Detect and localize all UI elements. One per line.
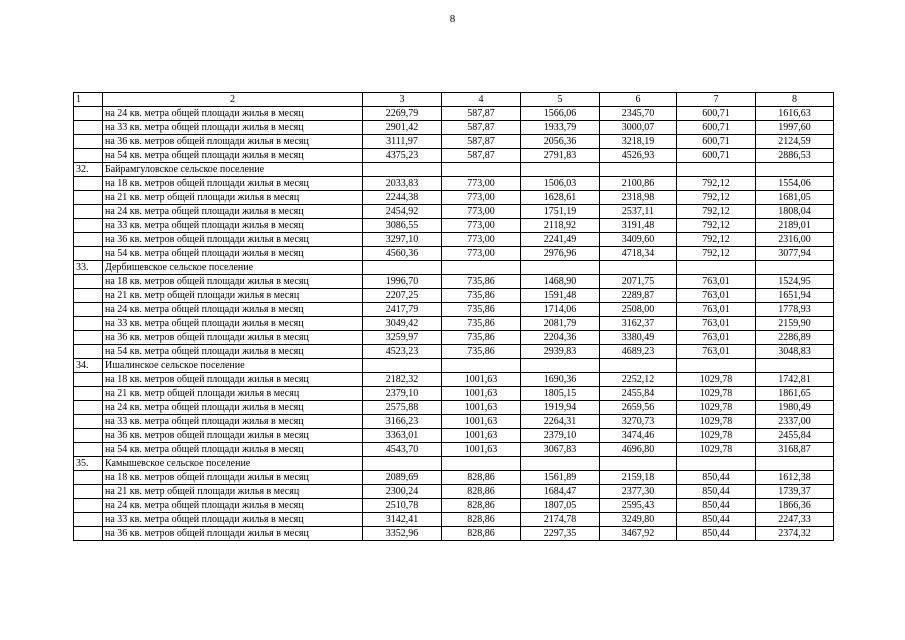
value-cell: 2207,25: [363, 289, 442, 303]
value-cell: 2791,83: [521, 149, 600, 163]
value-cell: 587,87: [442, 149, 521, 163]
header-cell: 1: [74, 93, 103, 107]
value-cell: 3000,07: [600, 121, 677, 135]
value-cell: 2118,92: [521, 219, 600, 233]
norm-description-cell: на 18 кв. метров общей площади жилья в месяц: [103, 373, 363, 387]
value-cell: 1980,49: [756, 401, 834, 415]
value-cell: 3142,41: [363, 513, 442, 527]
value-cell: 4543,70: [363, 443, 442, 457]
value-cell: [442, 163, 521, 177]
value-cell: 828,86: [442, 513, 521, 527]
norm-description-cell: на 54 кв. метра общей площади жилья в месяц: [103, 443, 363, 457]
value-cell: 1690,36: [521, 373, 600, 387]
value-cell: [521, 261, 600, 275]
value-cell: 2247,33: [756, 513, 834, 527]
value-cell: 1001,63: [442, 443, 521, 457]
value-cell: 2241,49: [521, 233, 600, 247]
value-cell: 2244,38: [363, 191, 442, 205]
value-cell: [363, 163, 442, 177]
norm-description-cell: на 54 кв. метра общей площади жилья в месяц: [103, 247, 363, 261]
value-cell: 2056,36: [521, 135, 600, 149]
norm-description-cell: на 36 кв. метров общей площади жилья в месяц: [103, 331, 363, 345]
value-cell: 1561,89: [521, 471, 600, 485]
value-cell: 2537,11: [600, 205, 677, 219]
header-cell: 2: [103, 93, 363, 107]
value-cell: 735,86: [442, 289, 521, 303]
value-cell: 3218,19: [600, 135, 677, 149]
value-cell: 3259,97: [363, 331, 442, 345]
value-cell: 792,12: [677, 219, 756, 233]
value-cell: 1029,78: [677, 387, 756, 401]
norm-description-cell: на 36 кв. метров общей площади жилья в месяц: [103, 527, 363, 541]
value-cell: 1628,61: [521, 191, 600, 205]
value-cell: 3168,87: [756, 443, 834, 457]
value-cell: 2901,42: [363, 121, 442, 135]
value-cell: 3270,73: [600, 415, 677, 429]
norm-description-cell: на 36 кв. метров общей площади жилья в месяц: [103, 233, 363, 247]
value-cell: 763,01: [677, 303, 756, 317]
table-row: [74, 485, 834, 499]
header-cell: 4: [442, 93, 521, 107]
table-row: [74, 303, 834, 317]
value-cell: 3352,96: [363, 527, 442, 541]
value-cell: 773,00: [442, 177, 521, 191]
value-cell: 735,86: [442, 345, 521, 359]
value-cell: [756, 359, 834, 373]
table-row: [74, 289, 834, 303]
norm-description-cell: на 33 кв. метра общей площади жилья в месяц: [103, 317, 363, 331]
value-cell: 1001,63: [442, 387, 521, 401]
row-number-cell: [74, 191, 103, 205]
value-cell: 1029,78: [677, 429, 756, 443]
value-cell: 763,01: [677, 345, 756, 359]
value-cell: 792,12: [677, 233, 756, 247]
value-cell: 1468,90: [521, 275, 600, 289]
row-number-cell: [74, 387, 103, 401]
value-cell: 600,71: [677, 149, 756, 163]
norm-description-cell: на 21 кв. метр общей площади жилья в месяц: [103, 485, 363, 499]
value-cell: 763,01: [677, 289, 756, 303]
table-row: [74, 247, 834, 261]
norm-description-cell: на 21 кв. метр общей площади жилья в месяц: [103, 289, 363, 303]
value-cell: 773,00: [442, 219, 521, 233]
value-cell: [677, 457, 756, 471]
value-cell: 2316,00: [756, 233, 834, 247]
value-cell: 792,12: [677, 177, 756, 191]
row-number-cell: [74, 401, 103, 415]
value-cell: 1807,05: [521, 499, 600, 513]
value-cell: 1778,93: [756, 303, 834, 317]
row-number-cell: [74, 317, 103, 331]
value-cell: 587,87: [442, 107, 521, 121]
row-number-cell: [74, 485, 103, 499]
row-number-cell: [74, 429, 103, 443]
value-cell: [363, 457, 442, 471]
value-cell: 1001,63: [442, 415, 521, 429]
table-row: [74, 331, 834, 345]
value-cell: 792,12: [677, 247, 756, 261]
table-row: [74, 373, 834, 387]
value-cell: 2252,12: [600, 373, 677, 387]
value-cell: 600,71: [677, 107, 756, 121]
value-cell: 1742,81: [756, 373, 834, 387]
value-cell: 2374,32: [756, 527, 834, 541]
row-number-cell: [74, 373, 103, 387]
value-cell: 2081,79: [521, 317, 600, 331]
value-cell: 4696,80: [600, 443, 677, 457]
value-cell: 1805,15: [521, 387, 600, 401]
value-cell: 1001,63: [442, 373, 521, 387]
section-row: [74, 261, 834, 275]
table-row: [74, 415, 834, 429]
value-cell: 1554,06: [756, 177, 834, 191]
value-cell: 587,87: [442, 121, 521, 135]
value-cell: [521, 457, 600, 471]
table-row: [74, 401, 834, 415]
norm-description-cell: на 21 кв. метр общей площади жилья в месяц: [103, 387, 363, 401]
value-cell: 2345,70: [600, 107, 677, 121]
value-cell: 735,86: [442, 303, 521, 317]
value-cell: 828,86: [442, 471, 521, 485]
value-cell: 2508,00: [600, 303, 677, 317]
value-cell: 1684,47: [521, 485, 600, 499]
row-number-cell: [74, 345, 103, 359]
value-cell: 2417,79: [363, 303, 442, 317]
value-cell: 763,01: [677, 331, 756, 345]
value-cell: 850,44: [677, 485, 756, 499]
row-number-cell: [74, 513, 103, 527]
value-cell: 3297,10: [363, 233, 442, 247]
value-cell: 2289,87: [600, 289, 677, 303]
table-row: [74, 429, 834, 443]
value-cell: 2286,89: [756, 331, 834, 345]
table-row: [74, 513, 834, 527]
value-cell: 1651,94: [756, 289, 834, 303]
norm-description-cell: на 33 кв. метра общей площади жилья в месяц: [103, 219, 363, 233]
table-row: [74, 387, 834, 401]
value-cell: 2033,83: [363, 177, 442, 191]
value-cell: 1808,04: [756, 205, 834, 219]
norm-description-cell: на 33 кв. метра общей площади жилья в месяц: [103, 415, 363, 429]
value-cell: 600,71: [677, 135, 756, 149]
value-cell: 850,44: [677, 527, 756, 541]
value-cell: 1029,78: [677, 443, 756, 457]
value-cell: 2659,56: [600, 401, 677, 415]
table-row: [74, 219, 834, 233]
value-cell: 2510,78: [363, 499, 442, 513]
value-cell: 1524,95: [756, 275, 834, 289]
value-cell: 4718,34: [600, 247, 677, 261]
value-cell: 587,87: [442, 135, 521, 149]
value-cell: 3067,83: [521, 443, 600, 457]
value-cell: 1001,63: [442, 429, 521, 443]
table-row: [74, 121, 834, 135]
value-cell: 1714,06: [521, 303, 600, 317]
norm-description-cell: на 18 кв. метров общей площади жилья в месяц: [103, 275, 363, 289]
value-cell: [600, 163, 677, 177]
value-cell: 1612,38: [756, 471, 834, 485]
row-number-cell: [74, 135, 103, 149]
value-cell: [600, 457, 677, 471]
value-cell: [442, 359, 521, 373]
value-cell: [363, 359, 442, 373]
row-number-cell: [74, 499, 103, 513]
table-row: [74, 135, 834, 149]
row-number-cell: [74, 149, 103, 163]
value-cell: 2939,83: [521, 345, 600, 359]
value-cell: 3166,23: [363, 415, 442, 429]
value-cell: 3048,83: [756, 345, 834, 359]
table-row: [74, 345, 834, 359]
value-cell: 792,12: [677, 191, 756, 205]
value-cell: 4689,23: [600, 345, 677, 359]
table-row: [74, 107, 834, 121]
value-cell: 2071,75: [600, 275, 677, 289]
value-cell: 4523,23: [363, 345, 442, 359]
value-cell: [600, 261, 677, 275]
value-cell: 792,12: [677, 205, 756, 219]
value-cell: [600, 359, 677, 373]
value-cell: 735,86: [442, 275, 521, 289]
row-number-cell: [74, 219, 103, 233]
value-cell: 773,00: [442, 191, 521, 205]
value-cell: 1866,36: [756, 499, 834, 513]
page-number: 8: [449, 13, 456, 25]
row-number-cell: [74, 443, 103, 457]
value-cell: [521, 359, 600, 373]
table-row: [74, 233, 834, 247]
value-cell: 828,86: [442, 485, 521, 499]
value-cell: [756, 457, 834, 471]
value-cell: 2159,90: [756, 317, 834, 331]
value-cell: 735,86: [442, 317, 521, 331]
value-cell: 2379,10: [363, 387, 442, 401]
header-cell: 3: [363, 93, 442, 107]
value-cell: 1751,19: [521, 205, 600, 219]
value-cell: [756, 261, 834, 275]
value-cell: 3363,01: [363, 429, 442, 443]
settlement-name-cell: Ишалинское сельское поселение: [103, 359, 363, 373]
value-cell: 600,71: [677, 121, 756, 135]
value-cell: 2159,18: [600, 471, 677, 485]
value-cell: 3049,42: [363, 317, 442, 331]
norm-description-cell: на 24 кв. метра общей площади жилья в месяц: [103, 303, 363, 317]
norm-description-cell: на 24 кв. метра общей площади жилья в месяц: [103, 499, 363, 513]
value-cell: 2377,30: [600, 485, 677, 499]
value-cell: 1933,79: [521, 121, 600, 135]
section-row: [74, 163, 834, 177]
value-cell: 2379,10: [521, 429, 600, 443]
settlement-name-cell: Дербишевское сельское поселение: [103, 261, 363, 275]
value-cell: 1861,65: [756, 387, 834, 401]
value-cell: 2100,86: [600, 177, 677, 191]
value-cell: 735,86: [442, 331, 521, 345]
value-cell: 828,86: [442, 527, 521, 541]
row-number-cell: [74, 107, 103, 121]
value-cell: 3191,48: [600, 219, 677, 233]
row-number-cell: [74, 233, 103, 247]
header-cell: 8: [756, 93, 834, 107]
value-cell: 3086,55: [363, 219, 442, 233]
value-cell: 2174,78: [521, 513, 600, 527]
value-cell: 1001,63: [442, 401, 521, 415]
row-number-cell: 32.: [74, 163, 103, 177]
value-cell: 1591,48: [521, 289, 600, 303]
value-cell: 4560,36: [363, 247, 442, 261]
value-cell: 4375,23: [363, 149, 442, 163]
row-number-cell: [74, 121, 103, 135]
table-row: [74, 205, 834, 219]
table-row: [74, 317, 834, 331]
value-cell: 1029,78: [677, 373, 756, 387]
norm-description-cell: на 24 кв. метра общей площади жилья в месяц: [103, 401, 363, 415]
table-header-row: [74, 93, 834, 107]
table-row: [74, 499, 834, 513]
value-cell: 773,00: [442, 205, 521, 219]
row-number-cell: [74, 177, 103, 191]
value-cell: 3249,80: [600, 513, 677, 527]
value-cell: [677, 359, 756, 373]
norm-description-cell: на 54 кв. метра общей площади жилья в месяц: [103, 345, 363, 359]
settlement-name-cell: Камышевское сельское поселение: [103, 457, 363, 471]
norm-description-cell: на 21 кв. метр общей площади жилья в месяц: [103, 191, 363, 205]
value-cell: 3474,46: [600, 429, 677, 443]
value-cell: 2337,00: [756, 415, 834, 429]
table-row: [74, 177, 834, 191]
value-cell: 1739,37: [756, 485, 834, 499]
section-row: [74, 359, 834, 373]
row-number-cell: [74, 247, 103, 261]
value-cell: 2455,84: [756, 429, 834, 443]
value-cell: 763,01: [677, 317, 756, 331]
table-row: [74, 149, 834, 163]
value-cell: 2182,32: [363, 373, 442, 387]
norm-description-cell: на 24 кв. метра общей площади жилья в месяц: [103, 107, 363, 121]
section-row: [74, 457, 834, 471]
table-row: [74, 443, 834, 457]
table-row: [74, 191, 834, 205]
table-row: [74, 275, 834, 289]
value-cell: 773,00: [442, 233, 521, 247]
value-cell: 2264,31: [521, 415, 600, 429]
header-cell: 6: [600, 93, 677, 107]
value-cell: 850,44: [677, 513, 756, 527]
value-cell: 850,44: [677, 471, 756, 485]
value-cell: 2575,88: [363, 401, 442, 415]
value-cell: [442, 457, 521, 471]
norm-description-cell: на 36 кв. метров общей площади жилья в месяц: [103, 429, 363, 443]
table-row: [74, 471, 834, 485]
value-cell: [442, 261, 521, 275]
value-cell: 2454,92: [363, 205, 442, 219]
value-cell: 1616,63: [756, 107, 834, 121]
value-cell: 1681,05: [756, 191, 834, 205]
value-cell: [756, 163, 834, 177]
header-cell: 5: [521, 93, 600, 107]
value-cell: [677, 261, 756, 275]
value-cell: 2269,79: [363, 107, 442, 121]
row-number-cell: 34.: [74, 359, 103, 373]
norm-description-cell: на 18 кв. метров общей площади жилья в месяц: [103, 177, 363, 191]
value-cell: 1919,94: [521, 401, 600, 415]
value-cell: 3162,37: [600, 317, 677, 331]
value-cell: 1029,78: [677, 415, 756, 429]
value-cell: 763,01: [677, 275, 756, 289]
value-cell: 2976,96: [521, 247, 600, 261]
value-cell: 2189,01: [756, 219, 834, 233]
value-cell: 3380,49: [600, 331, 677, 345]
table-body: [74, 93, 834, 541]
norm-description-cell: на 33 кв. метра общей площади жилья в месяц: [103, 513, 363, 527]
tariff-table: [73, 92, 834, 541]
value-cell: [677, 163, 756, 177]
value-cell: 2886,53: [756, 149, 834, 163]
settlement-name-cell: Байрамгуловское сельское поселение: [103, 163, 363, 177]
value-cell: [521, 163, 600, 177]
row-number-cell: 35.: [74, 457, 103, 471]
value-cell: 4526,93: [600, 149, 677, 163]
norm-description-cell: на 54 кв. метра общей площади жилья в месяц: [103, 149, 363, 163]
row-number-cell: [74, 527, 103, 541]
value-cell: 2089,69: [363, 471, 442, 485]
value-cell: 3111,97: [363, 135, 442, 149]
value-cell: 850,44: [677, 499, 756, 513]
value-cell: 3467,92: [600, 527, 677, 541]
value-cell: 2455,84: [600, 387, 677, 401]
row-number-cell: [74, 331, 103, 345]
value-cell: 3077,94: [756, 247, 834, 261]
row-number-cell: 33.: [74, 261, 103, 275]
row-number-cell: [74, 289, 103, 303]
value-cell: [363, 261, 442, 275]
value-cell: 828,86: [442, 499, 521, 513]
value-cell: 1029,78: [677, 401, 756, 415]
norm-description-cell: на 18 кв. метров общей площади жилья в месяц: [103, 471, 363, 485]
value-cell: 1996,70: [363, 275, 442, 289]
row-number-cell: [74, 415, 103, 429]
value-cell: 2124,59: [756, 135, 834, 149]
norm-description-cell: на 24 кв. метра общей площади жилья в месяц: [103, 205, 363, 219]
norm-description-cell: на 33 кв. метра общей площади жилья в месяц: [103, 121, 363, 135]
value-cell: 3409,60: [600, 233, 677, 247]
value-cell: 2300,24: [363, 485, 442, 499]
row-number-cell: [74, 205, 103, 219]
header-cell: 7: [677, 93, 756, 107]
value-cell: 2595,43: [600, 499, 677, 513]
value-cell: 2297,35: [521, 527, 600, 541]
row-number-cell: [74, 303, 103, 317]
value-cell: 1566,06: [521, 107, 600, 121]
row-number-cell: [74, 275, 103, 289]
value-cell: 2204,36: [521, 331, 600, 345]
value-cell: 1997,60: [756, 121, 834, 135]
value-cell: 2318,98: [600, 191, 677, 205]
table-row: [74, 527, 834, 541]
row-number-cell: [74, 471, 103, 485]
norm-description-cell: на 36 кв. метров общей площади жилья в месяц: [103, 135, 363, 149]
value-cell: 773,00: [442, 247, 521, 261]
value-cell: 1506,03: [521, 177, 600, 191]
